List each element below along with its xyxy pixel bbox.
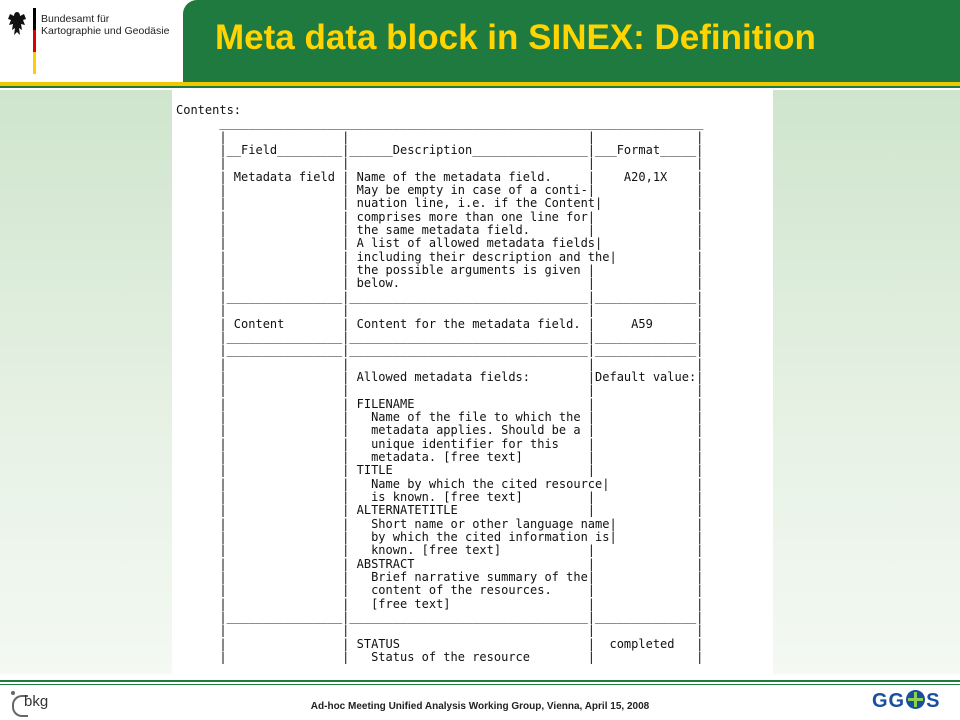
org-line-1: Bundesamt für — [41, 13, 110, 25]
footer-meeting-text: Ad-hoc Meeting Unified Analysis Working Group, Vienna, April 15, 2008 — [310, 701, 650, 712]
german-flag-bar — [33, 8, 36, 74]
bkg-logo-dot-icon — [11, 691, 15, 695]
globe-cross-icon — [906, 690, 925, 709]
title-bar — [183, 0, 960, 82]
header-rule-green — [0, 86, 960, 88]
federal-eagle-icon — [6, 10, 28, 38]
ggos-logo — [872, 690, 940, 713]
bkg-logo-text: bkg — [24, 693, 49, 710]
slide-title: Meta data block in SINEX: Definition — [215, 18, 816, 57]
ggos-logo-right: S — [926, 690, 941, 712]
left-side-panel — [0, 90, 172, 674]
right-side-panel — [773, 90, 960, 674]
footer-rule-top — [0, 680, 960, 682]
org-line-2: Kartographie und Geodäsie — [41, 25, 170, 37]
document-text: Contents: ___________________________________________________________________ | | | | |__Field_________|______Description________________|___Format_____| | | | | | Metadata field | Name of the metadata field. | A20,1X | | | May be empty in case of a conti-| | | | nuation line, i.e. if the Content| | | | comprises more than one line for| | | | the same metadata field. | | | | A list of allowed metadata fields| | | | including their description and the| | | | the possible arguments is given | | | | below. | | |________________|_________________________________|______________| | | | | | Content | Content for the metadata field. | A59 | |________________|_________________________________|______________| |________________|_________________________________|______________| | | | | | | Allowed metadata fields: |Default value:| | | | | | | FILENAME | | | | Name of the file to which the | | | | metadata applies. Should be a | | | | unique identifier for this | | | | metadata. [free text] | | | | TITLE | | | | Name by which the cited resource| | | | is known. [free text] | | | | ALTERNATETITLE | | | | Short name or other language name| | | | by which the cited information is| | | | known. [free text] | | | | ABSTRACT | | | | Brief narrative summary of the| | | | content of the resources. | | | | [free text] | | |________________|_________________________________|______________| | | | | | | STATUS | completed | | | Status of the resource | | — [176, 103, 704, 665]
bkg-logo-block — [0, 0, 183, 82]
ggos-logo-left: GG — [872, 690, 906, 712]
footer-rule-bottom — [0, 684, 960, 685]
organization-name — [41, 13, 169, 37]
sinex-definition-document — [172, 92, 773, 671]
